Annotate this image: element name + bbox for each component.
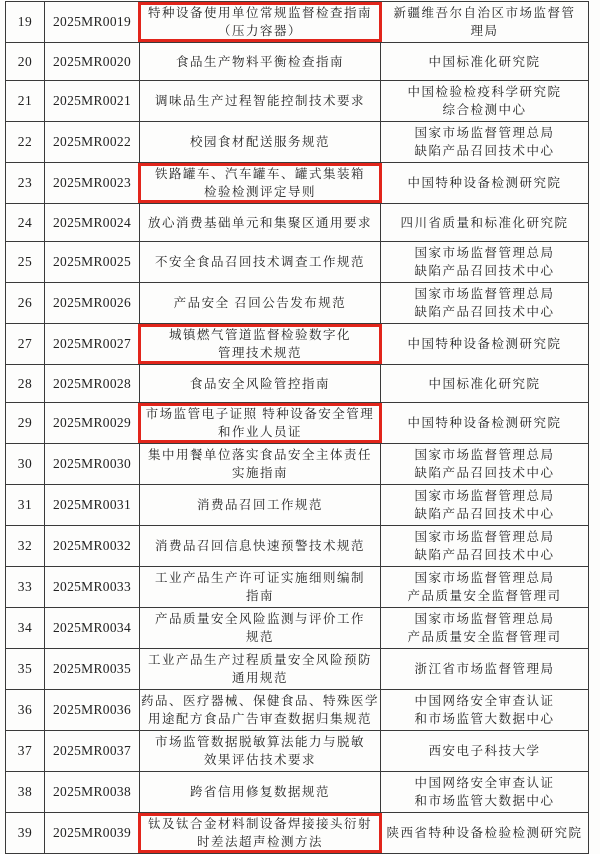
org-cell: [381, 242, 589, 283]
code-cell: [45, 283, 140, 324]
seq-cell-line: 22: [17, 134, 33, 149]
seq-cell: [6, 649, 45, 690]
table-body: [6, 2, 589, 854]
title-cell-line: 指南: [245, 589, 274, 603]
org-cell: [381, 567, 589, 608]
title-cell-line: 市场监管电子证照 特种设备安全管理: [145, 407, 375, 421]
org-cell: [381, 2, 589, 43]
title-cell-line: 铁路罐车、汽车罐车、罐式集装箱: [154, 167, 365, 181]
title-cell: [140, 324, 381, 365]
seq-cell: [6, 526, 45, 567]
code-cell: [45, 122, 140, 163]
code-cell: [45, 526, 140, 567]
title-cell-line: 跨省信用修复数据规范: [189, 785, 330, 799]
seq-cell-line: 37: [17, 743, 33, 758]
org-cell-line: 国家市场监督管理总局: [414, 530, 555, 544]
title-cell: [140, 731, 381, 772]
code-cell-line: 2025MR0038: [52, 784, 131, 799]
title-cell-line: 实施指南: [231, 466, 288, 480]
code-cell-line: 2025MR0031: [52, 497, 131, 512]
code-cell: [45, 731, 140, 772]
code-cell: [45, 444, 140, 485]
title-cell: [140, 2, 381, 43]
org-cell: [381, 690, 589, 731]
code-cell-line: 2025MR0027: [52, 336, 131, 351]
seq-cell-line: 23: [17, 175, 33, 190]
seq-cell-line: 35: [17, 661, 33, 676]
org-cell-line: 国家市场监督管理总局: [414, 448, 555, 462]
code-cell: [45, 772, 140, 813]
table-row: [6, 690, 589, 731]
table-row: [6, 772, 589, 813]
title-cell: [140, 813, 381, 854]
code-cell: [45, 163, 140, 204]
code-cell: [45, 649, 140, 690]
org-cell: [381, 526, 589, 567]
table-row: [6, 813, 589, 854]
org-cell-line: 理局: [470, 24, 499, 38]
seq-cell-line: 34: [17, 620, 33, 635]
table-row: [6, 43, 589, 81]
code-cell: [45, 2, 140, 43]
code-cell-line: 2025MR0035: [52, 661, 131, 676]
code-cell-line: 2025MR0026: [52, 295, 131, 310]
title-cell-line: 食品生产物料平衡检查指南: [175, 54, 344, 69]
code-cell-line: 2025MR0025: [52, 254, 131, 269]
title-cell-line: 通用规范: [231, 671, 288, 685]
seq-cell: [6, 813, 45, 854]
seq-cell: [6, 122, 45, 163]
code-cell-line: 2025MR0029: [52, 415, 131, 430]
org-cell-line: 中国标准化研究院: [428, 376, 541, 391]
title-cell-line: 规范: [245, 630, 274, 644]
org-cell: [381, 403, 589, 444]
title-cell-line: 用途配方食品广告审查数据归集规范: [147, 712, 372, 726]
org-cell-line: 浙江省市场监督管理局: [414, 662, 555, 676]
org-cell-line: 四川省质量和标准化研究院: [400, 215, 569, 230]
seq-cell: [6, 444, 45, 485]
table-row: [6, 365, 589, 403]
org-cell-line: 中国特种设备检测研究院: [407, 416, 562, 430]
code-cell: [45, 690, 140, 731]
title-cell-line: 食品安全风险管控指南: [189, 376, 330, 391]
title-cell-line: 调味品生产过程智能控制技术要求: [154, 94, 365, 108]
org-cell-line: 缺陷产品召回技术中心: [414, 466, 555, 480]
org-cell-line: 国家市场监督管理总局: [414, 489, 555, 503]
title-cell: [140, 242, 381, 283]
title-cell-line: 消费品召回信息快速预警技术规范: [154, 539, 365, 553]
code-cell-line: 2025MR0019: [52, 14, 131, 29]
table-row: [6, 608, 589, 649]
code-cell: [45, 485, 140, 526]
org-cell: [381, 365, 589, 403]
org-cell-line: 中国网络安全审查认证: [414, 776, 555, 790]
table-row: [6, 204, 589, 242]
title-cell: [140, 485, 381, 526]
title-cell-line: 市场监管数据脱敏算法能力与脱敏: [154, 735, 365, 749]
table-row: [6, 403, 589, 444]
table-row: [6, 731, 589, 772]
code-cell-line: 2025MR0023: [52, 175, 131, 190]
title-cell-line: 产品质量安全风险监测与评价工作: [154, 612, 365, 626]
table-row: [6, 324, 589, 365]
org-cell: [381, 204, 589, 242]
seq-cell: [6, 772, 45, 813]
code-cell: [45, 204, 140, 242]
org-cell: [381, 813, 589, 854]
title-cell-line: 工业产品生产许可证实施细则编制: [154, 571, 365, 585]
seq-cell: [6, 242, 45, 283]
title-cell-line: 工业产品生产过程质量安全风险预防: [147, 653, 372, 667]
title-cell: [140, 204, 381, 242]
org-cell: [381, 283, 589, 324]
org-cell: [381, 731, 589, 772]
seq-cell: [6, 81, 45, 122]
title-cell-line: 和作业人员证: [217, 425, 302, 439]
seq-cell-line: 20: [17, 53, 33, 69]
code-cell: [45, 81, 140, 122]
org-cell: [381, 649, 589, 690]
seq-cell-line: 27: [17, 336, 33, 351]
seq-cell: [6, 324, 45, 365]
title-cell: [140, 122, 381, 163]
title-cell: [140, 444, 381, 485]
title-cell-line: 产品安全 召回公告发布规范: [173, 296, 347, 310]
title-cell: [140, 81, 381, 122]
org-cell: [381, 772, 589, 813]
seq-cell-line: 33: [17, 579, 33, 594]
title-cell-line: 时差法超声检测方法: [196, 835, 323, 849]
title-cell: [140, 690, 381, 731]
seq-cell-line: 32: [17, 538, 33, 553]
title-cell-line: 药品、医疗器械、保健食品、特殊医学: [141, 694, 380, 708]
org-cell-line: 国家市场监督管理总局: [414, 126, 555, 140]
org-cell-line: 中国特种设备检测研究院: [407, 176, 562, 190]
title-cell: [140, 283, 381, 324]
table-row: [6, 2, 589, 43]
org-cell: [381, 608, 589, 649]
org-cell-line: 缺陷产品召回技术中心: [414, 548, 555, 562]
code-cell: [45, 324, 140, 365]
org-cell-line: 综合检测中心: [442, 103, 527, 117]
code-cell-line: 2025MR0036: [52, 702, 131, 717]
title-cell-line: 钛及钛合金材料制设备焊接接头衍射: [147, 817, 372, 831]
title-cell: [140, 403, 381, 444]
seq-cell-line: 36: [17, 702, 33, 717]
title-cell-line: 集中用餐单位落实食品安全主体责任: [147, 448, 372, 462]
title-cell: [140, 365, 381, 403]
org-cell-line: 缺陷产品召回技术中心: [414, 507, 555, 521]
code-cell-line: 2025MR0030: [52, 456, 131, 471]
code-cell: [45, 43, 140, 81]
seq-cell-line: 29: [17, 415, 33, 430]
org-cell: [381, 485, 589, 526]
seq-cell-line: 28: [17, 375, 33, 391]
seq-cell-line: 26: [17, 295, 33, 310]
standards-table: [5, 1, 589, 854]
title-cell-line: （压力容器）: [217, 24, 302, 38]
title-cell-line: 不安全食品召回技术调查工作规范: [154, 255, 365, 269]
title-cell-line: 放心消费基础单元和集聚区通用要求: [147, 215, 372, 230]
org-cell: [381, 122, 589, 163]
org-cell-line: 新疆维吾尔自治区市场监督管: [393, 6, 576, 20]
code-cell-line: 2025MR0034: [52, 620, 131, 635]
table-row: [6, 526, 589, 567]
org-cell-line: 和市场监管大数据中心: [414, 794, 555, 808]
title-cell: [140, 526, 381, 567]
code-cell-line: 2025MR0039: [52, 825, 131, 840]
seq-cell-line: 39: [17, 825, 33, 840]
org-cell-line: 产品质量安全监督管理司: [407, 589, 562, 603]
seq-cell: [6, 204, 45, 242]
code-cell-line: 2025MR0032: [52, 538, 131, 553]
code-cell: [45, 365, 140, 403]
title-cell: [140, 43, 381, 81]
table-row: [6, 283, 589, 324]
title-cell-line: 特种设备使用单位常规监督检查指南: [147, 6, 372, 20]
code-cell-line: 2025MR0028: [52, 375, 131, 391]
code-cell-line: 2025MR0022: [52, 134, 131, 149]
seq-cell-line: 38: [17, 784, 33, 799]
seq-cell: [6, 403, 45, 444]
table-row: [6, 567, 589, 608]
seq-cell: [6, 365, 45, 403]
title-cell-line: 城镇燃气管道监督检验数字化: [168, 328, 351, 342]
title-cell: [140, 772, 381, 813]
code-cell: [45, 567, 140, 608]
table-row: [6, 81, 589, 122]
org-cell: [381, 444, 589, 485]
table-row: [6, 649, 589, 690]
table-row: [6, 242, 589, 283]
org-cell: [381, 324, 589, 365]
code-cell-line: 2025MR0020: [52, 53, 131, 69]
seq-cell: [6, 283, 45, 324]
seq-cell-line: 19: [17, 14, 33, 29]
title-cell-line: 检验检测评定导则: [203, 185, 316, 199]
title-cell-line: 校园食材配送服务规范: [189, 135, 330, 149]
code-cell-line: 2025MR0037: [52, 743, 131, 758]
seq-cell-line: 25: [17, 254, 33, 269]
org-cell-line: 缺陷产品召回技术中心: [414, 144, 555, 158]
code-cell: [45, 608, 140, 649]
table-row: [6, 444, 589, 485]
seq-cell: [6, 608, 45, 649]
seq-cell: [6, 567, 45, 608]
title-cell-line: 管理技术规范: [217, 346, 302, 360]
org-cell-line: 和市场监管大数据中心: [414, 712, 555, 726]
org-cell: [381, 81, 589, 122]
org-cell-line: 西安电子科技大学: [428, 744, 541, 758]
seq-cell: [6, 2, 45, 43]
org-cell-line: 中国网络安全审查认证: [414, 694, 555, 708]
code-cell: [45, 813, 140, 854]
org-cell-line: 中国标准化研究院: [428, 54, 541, 69]
seq-cell-line: 31: [17, 497, 33, 512]
org-cell: [381, 163, 589, 204]
seq-cell: [6, 163, 45, 204]
code-cell-line: 2025MR0024: [52, 214, 131, 230]
code-cell: [45, 242, 140, 283]
table-row: [6, 163, 589, 204]
seq-cell-line: 21: [17, 93, 33, 108]
org-cell-line: 产品质量安全监督管理司: [407, 630, 562, 644]
org-cell-line: 缺陷产品召回技术中心: [414, 305, 555, 319]
title-cell: [140, 163, 381, 204]
org-cell: [381, 43, 589, 81]
code-cell-line: 2025MR0033: [52, 579, 131, 594]
org-cell-line: 国家市场监督管理总局: [414, 571, 555, 585]
title-cell-line: 效果评估技术要求: [203, 753, 316, 767]
org-cell-line: 国家市场监督管理总局: [414, 246, 555, 260]
org-cell-line: 中国检验检疫科学研究院: [407, 85, 562, 99]
seq-cell: [6, 731, 45, 772]
org-cell-line: 陕西省特种设备检验检测研究院: [386, 826, 583, 840]
table-row: [6, 122, 589, 163]
seq-cell-line: 30: [17, 456, 33, 471]
title-cell-line: 消费品召回工作规范: [196, 498, 323, 512]
code-cell: [45, 403, 140, 444]
title-cell: [140, 608, 381, 649]
title-cell: [140, 567, 381, 608]
org-cell-line: 缺陷产品召回技术中心: [414, 264, 555, 278]
seq-cell: [6, 690, 45, 731]
table-row: [6, 485, 589, 526]
org-cell-line: 中国特种设备检测研究院: [407, 337, 562, 351]
title-cell: [140, 649, 381, 690]
code-cell-line: 2025MR0021: [52, 93, 131, 108]
org-cell-line: 国家市场监督管理总局: [414, 612, 555, 626]
org-cell-line: 国家市场监督管理总局: [414, 287, 555, 301]
seq-cell: [6, 43, 45, 81]
seq-cell-line: 24: [17, 214, 33, 230]
seq-cell: [6, 485, 45, 526]
